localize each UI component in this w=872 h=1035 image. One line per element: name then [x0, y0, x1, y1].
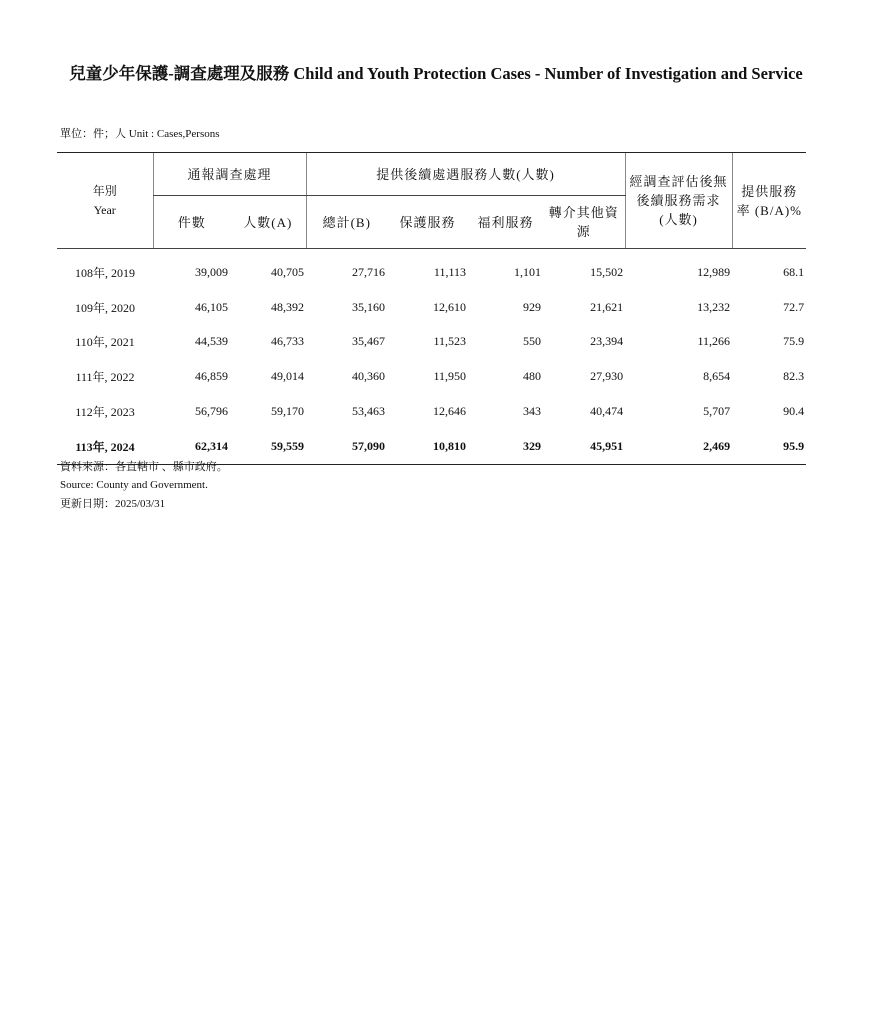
- services-group-header: 提供後續處遇服務人數(人數): [306, 153, 625, 196]
- referral-cell: 27,930: [590, 369, 624, 384]
- cases-cell: 46,105: [195, 299, 228, 314]
- no-need-cell: 2,469: [625, 429, 732, 464]
- referral-cell: 40,474: [590, 404, 624, 419]
- page-title: 兒童少年保護-調查處理及服務 Child and Youth Protection Cases - Number of Investigation and Service: [69, 64, 803, 83]
- referral-cell: 21,621: [590, 299, 624, 314]
- welfare-cell: 550: [523, 334, 542, 349]
- year-cell: 109年, 2020: [74, 300, 135, 315]
- year-cell: 111年, 2022: [75, 370, 135, 385]
- total-b-cell: 40,360: [352, 369, 386, 384]
- protective-cell: 11,523: [433, 334, 467, 349]
- cases-cell: 62,314: [153, 429, 230, 464]
- statistics-table: [57, 152, 806, 465]
- table-row: [57, 290, 806, 325]
- persons-a-cell: 59,170: [271, 404, 305, 419]
- no-need-cell: 11,266: [697, 334, 731, 349]
- table-row: [57, 249, 806, 290]
- rate-cell: 95.9: [732, 429, 806, 464]
- no-need-cell: 8,654: [703, 369, 731, 384]
- referral-cell: 45,951: [543, 429, 625, 464]
- service-rate-header: 提供服務率 (B/A)%: [732, 153, 806, 249]
- cases-header: 件數: [153, 196, 230, 249]
- referral-cell: 23,394: [590, 334, 624, 349]
- cases-cell: 56,796: [195, 404, 228, 419]
- welfare-cell: 343: [523, 404, 542, 419]
- persons-a-header: 人數(A): [230, 196, 306, 249]
- table-row: [57, 394, 806, 429]
- table-header: [57, 153, 806, 249]
- total-b-cell: 57,090: [306, 429, 387, 464]
- source-note-en: Source: County and Government.: [60, 479, 208, 491]
- table-row: [57, 429, 806, 464]
- total-b-cell: 27,716: [352, 264, 386, 279]
- persons-a-cell: 59,559: [230, 429, 306, 464]
- protective-cell: 11,950: [433, 369, 467, 384]
- year-cell: 110年, 2021: [75, 335, 135, 350]
- total-b-cell: 35,467: [352, 334, 386, 349]
- rate-cell: 72.7: [783, 299, 805, 314]
- year-header: [57, 153, 153, 249]
- persons-a-cell: 40,705: [271, 264, 305, 279]
- no-need-cell: 12,989: [697, 264, 731, 279]
- year-cell: 108年, 2019: [74, 265, 135, 280]
- protective-cell: 12,610: [433, 299, 467, 314]
- source-note-zh: 資料來源：各直轄市 、縣市政府。: [60, 461, 228, 473]
- year-cell: 112年, 2023: [75, 405, 135, 420]
- referral-header: 轉介其他資源: [543, 196, 625, 249]
- no-need-cell: 13,232: [697, 299, 731, 314]
- unit-label: 單位：件；人 Unit : Cases,Persons: [60, 128, 220, 140]
- persons-a-cell: 46,733: [271, 334, 305, 349]
- protective-cell: 10,810: [387, 429, 468, 464]
- cases-cell: 39,009: [195, 264, 228, 279]
- rate-cell: 75.9: [783, 334, 805, 349]
- protective-cell: 11,113: [433, 264, 467, 279]
- welfare-cell: 480: [523, 369, 542, 384]
- year-cell: 113年, 2024: [57, 429, 153, 464]
- update-date: 更新日期：2025/03/31: [60, 498, 166, 510]
- cases-cell: 46,859: [195, 369, 228, 384]
- year-header-zh: 年別: [92, 183, 117, 198]
- protective-cell: 12,646: [433, 404, 467, 419]
- persons-a-cell: 49,014: [271, 369, 305, 384]
- cases-cell: 44,539: [195, 334, 228, 349]
- table-body: [57, 249, 806, 465]
- investigation-group-header: 通報調查處理: [153, 153, 306, 196]
- rate-cell: 82.3: [783, 369, 805, 384]
- welfare-cell: 929: [523, 299, 542, 314]
- total-b-cell: 35,160: [352, 299, 386, 314]
- total-b-header: 總計(B): [306, 196, 387, 249]
- welfare-cell: 1,101: [514, 264, 542, 279]
- year-header-en: Year: [93, 202, 116, 217]
- table-row: [57, 325, 806, 360]
- referral-cell: 15,502: [590, 264, 624, 279]
- protective-header: 保護服務: [387, 196, 468, 249]
- table-row: [57, 359, 806, 394]
- persons-a-cell: 48,392: [271, 299, 305, 314]
- welfare-cell: 329: [468, 429, 543, 464]
- rate-cell: 90.4: [783, 404, 805, 419]
- no-need-header: 經調查評估後無後續服務需求(人數): [625, 153, 732, 249]
- welfare-header: 福利服務: [468, 196, 543, 249]
- no-need-cell: 5,707: [703, 404, 731, 419]
- rate-cell: 68.1: [783, 264, 805, 279]
- total-b-cell: 53,463: [352, 404, 386, 419]
